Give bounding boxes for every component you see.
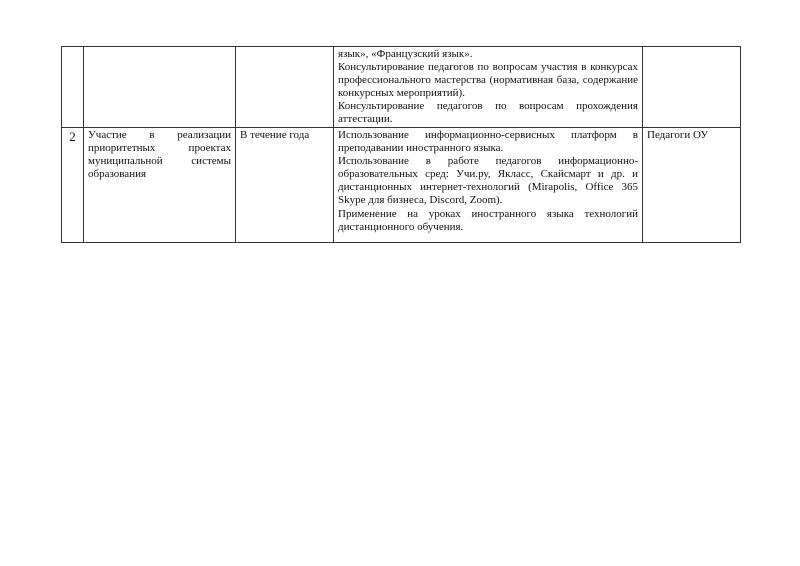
table-row	[62, 128, 741, 243]
content-paragraph: Использование в работе педагогов информационно-образовательных сред: Учи.ру, Якласс, Скайсмарт и др. и дистанционных интернет-технологий (Mirapolis, Office 365 Skype для бизнеса, Discord, Zoom).	[338, 155, 638, 207]
plan-table	[61, 46, 741, 243]
timing-cell	[236, 47, 334, 128]
participants-cell	[643, 47, 741, 128]
table-row	[62, 47, 741, 128]
row-number	[62, 47, 84, 128]
content-paragraph: Использование информационно-сервисных платформ в преподавании иностранного языка.	[338, 129, 638, 155]
content-cell	[334, 47, 643, 128]
content-paragraph: Консультирование педагогов по вопросам прохождения аттестации.	[338, 100, 638, 126]
row-number: 2	[62, 128, 84, 243]
content-paragraph: Консультирование педагогов по вопросам участия в конкурсах профессионального мастерства (нормативная база, содержание конкурсных мероприятий).	[338, 61, 638, 100]
event-cell	[84, 128, 236, 243]
content-paragraph: Применение на уроках иностранного языка технологий дистанционного обучения.	[338, 207, 638, 233]
participants-cell: Педагоги ОУ	[643, 128, 741, 243]
event-cell	[84, 47, 236, 128]
event-text: Участие в реализации приоритетных проектах муниципальной системы образования	[88, 129, 231, 181]
timing-cell: В течение года	[236, 128, 334, 243]
content-paragraph: язык», «Французский язык».	[338, 48, 473, 60]
content-cell	[334, 128, 643, 243]
